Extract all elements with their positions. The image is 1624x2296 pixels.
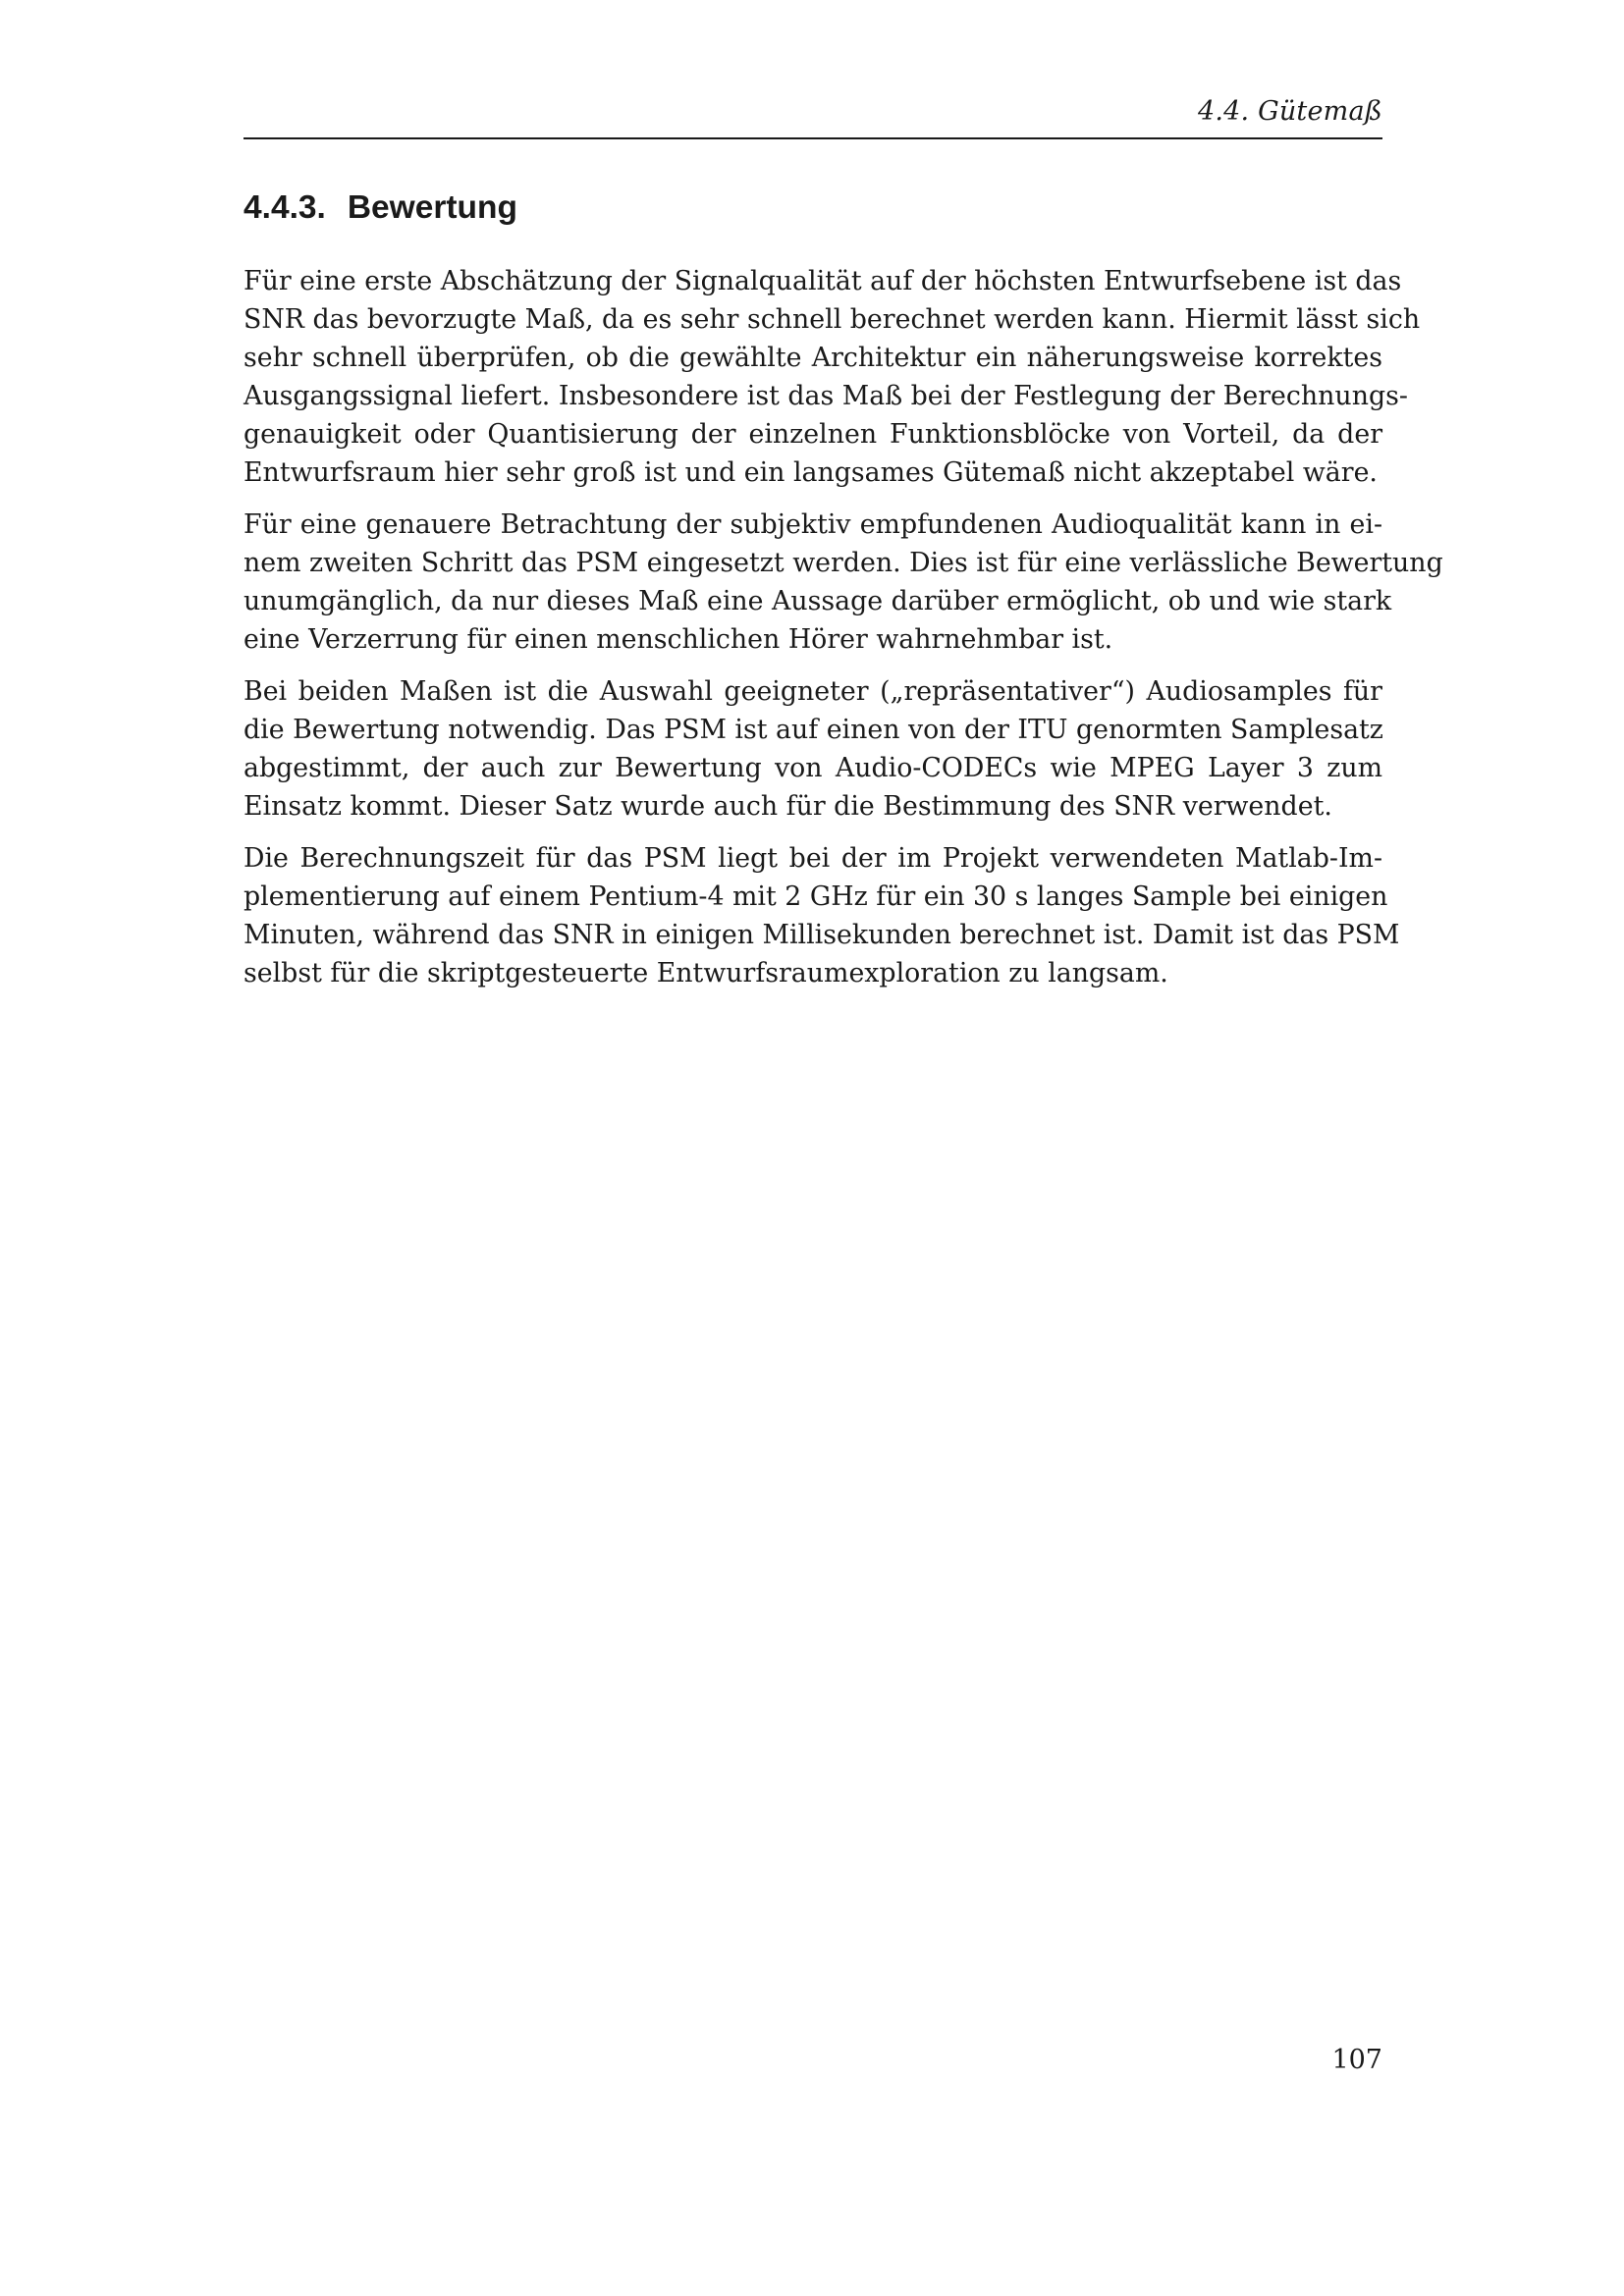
- paragraph-3: [244, 672, 1382, 826]
- running-title: 4.4. Gütemaß: [1197, 96, 1382, 127]
- text-line: nem zweiten Schritt das PSM eingesetzt werden. Dies ist für eine verlässliche Bewertung: [244, 548, 1443, 578]
- text-line: genauigkeit oder Quantisierung der einzelnen Funktionsblöcke von Vorteil, da der: [244, 419, 1382, 450]
- section-number: 4.4.3.: [244, 189, 326, 226]
- text-line: Ausgangssignal liefert. Insbesondere ist das Maß bei der Festlegung der Berechnungs-: [244, 381, 1408, 411]
- text-line: Die Berechnungszeit für das PSM liegt bei der im Projekt verwendeten Matlab-Im-: [244, 843, 1382, 874]
- text-line: selbst für die skriptgesteuerte Entwurfsraumexploration zu langsam.: [244, 958, 1168, 988]
- section-heading: [244, 189, 517, 227]
- text-line: unumgänglich, da nur dieses Maß eine Aussage darüber ermöglicht, ob und wie stark: [244, 586, 1392, 616]
- text-line: eine Verzerrung für einen menschlichen Hörer wahrnehmbar ist.: [244, 624, 1113, 655]
- text-line: abgestimmt, der auch zur Bewertung von Audio-CODECs wie MPEG Layer 3 zum: [244, 753, 1382, 783]
- page-number: 107: [1331, 2045, 1382, 2075]
- text-line: Bei beiden Maßen ist die Auswahl geeigneter („repräsentativer“) Audiosamples für: [244, 676, 1382, 707]
- text-line: Einsatz kommt. Dieser Satz wurde auch für die Bestimmung des SNR verwendet.: [244, 791, 1332, 822]
- paragraph-4: [244, 839, 1400, 992]
- running-header: [244, 94, 1382, 139]
- text-line: Für eine erste Abschätzung der Signalqualität auf der höchsten Entwurfsebene ist das: [244, 266, 1402, 296]
- text-line: plementierung auf einem Pentium-4 mit 2 GHz für ein 30 s langes Sample bei einigen: [244, 881, 1388, 912]
- paragraph-2: [244, 506, 1443, 659]
- paragraph-1: [244, 262, 1421, 492]
- section-title: Bewertung: [347, 189, 517, 226]
- body-text: [244, 262, 1443, 1006]
- text-line: Minuten, während das SNR in einigen Millisekunden berechnet ist. Damit ist das PSM: [244, 920, 1400, 950]
- text-line: sehr schnell überprüfen, ob die gewählte Architektur ein näherungsweise korrektes: [244, 343, 1382, 373]
- text-line: Für eine genauere Betrachtung der subjektiv empfundenen Audioqualität kann in ei-: [244, 509, 1382, 540]
- text-line: die Bewertung notwendig. Das PSM ist auf einen von der ITU genormten Samplesatz: [244, 715, 1383, 745]
- text-line: SNR das bevorzugte Maß, da es sehr schnell berechnet werden kann. Hiermit lässt sich: [244, 304, 1421, 335]
- text-line: Entwurfsraum hier sehr groß ist und ein langsames Gütemaß nicht akzeptabel wäre.: [244, 457, 1378, 488]
